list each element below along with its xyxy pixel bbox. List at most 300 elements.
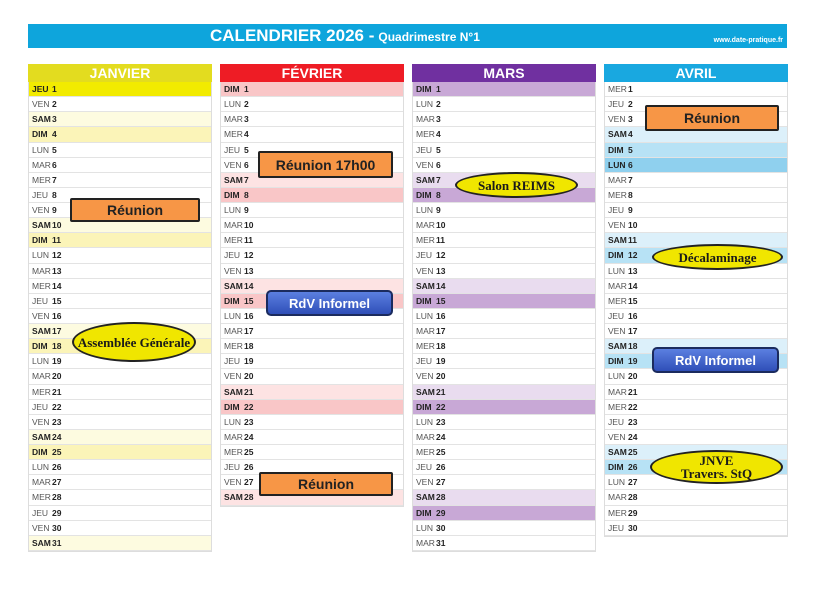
day-row[interactable] [29, 294, 211, 309]
weekday-label: LUN [32, 250, 50, 261]
weekday-label: MER [32, 492, 51, 503]
day-row[interactable] [29, 369, 211, 384]
day-row[interactable] [605, 506, 787, 521]
weekday-label: DIM [32, 341, 48, 352]
day-number: 24 [436, 431, 446, 442]
day-number: 7 [628, 174, 633, 185]
weekday-label: SAM [32, 114, 51, 125]
weekday-label: LUN [32, 462, 50, 473]
weekday-label: MAR [32, 159, 51, 170]
weekday-label: DIM [224, 295, 240, 306]
weekday-label: DIM [32, 235, 48, 246]
weekday-label: SAM [416, 280, 435, 291]
day-row[interactable] [413, 490, 595, 505]
header-banner [28, 24, 787, 48]
day-number: 30 [52, 522, 62, 533]
day-number: 28 [244, 492, 254, 503]
day-row[interactable] [221, 415, 403, 430]
weekday-label: SAM [32, 537, 51, 548]
day-number: 21 [52, 386, 62, 397]
weekday-label: DIM [416, 84, 432, 94]
weekday-label: LUN [416, 416, 434, 427]
event-salon-reims[interactable]: Salon REIMS [455, 172, 578, 198]
month-header: AVRIL [604, 64, 788, 82]
day-row[interactable] [605, 415, 787, 430]
day-number: 5 [244, 144, 249, 155]
day-number: 24 [628, 431, 638, 442]
day-number: 18 [52, 341, 62, 352]
day-number: 18 [628, 341, 638, 352]
event-assemblee-generale[interactable]: Assemblée Générale [72, 322, 196, 362]
day-row[interactable] [29, 521, 211, 536]
weekday-label: MAR [224, 114, 243, 125]
day-number: 8 [436, 189, 441, 200]
day-number: 8 [52, 189, 57, 200]
day-row[interactable] [413, 460, 595, 475]
weekday-label: MAR [416, 220, 435, 231]
day-row[interactable] [29, 400, 211, 415]
weekday-label: SAM [32, 220, 51, 231]
weekday-label: LUN [608, 159, 626, 170]
day-number: 30 [628, 522, 638, 533]
day-row[interactable] [413, 369, 595, 384]
day-row[interactable] [413, 445, 595, 460]
weekday-label: JEU [416, 250, 433, 261]
day-number: 15 [628, 295, 638, 306]
day-number: 11 [244, 235, 253, 246]
weekday-label: VEN [224, 371, 242, 382]
weekday-label: LUN [416, 522, 434, 533]
weekday-label: JEU [32, 189, 49, 200]
day-row[interactable] [605, 430, 787, 445]
month-janvier [28, 64, 212, 552]
day-number: 25 [628, 447, 638, 457]
weekday-label: MER [608, 295, 627, 306]
day-row[interactable] [413, 521, 595, 536]
weekday-label: MER [224, 235, 243, 246]
day-row[interactable] [221, 430, 403, 445]
day-number: 14 [628, 280, 638, 291]
day-row[interactable] [413, 279, 595, 294]
weekday-label: LUN [608, 265, 626, 276]
weekday-label: JEU [608, 522, 625, 533]
weekday-label: MAR [608, 492, 627, 503]
month-fevrier [220, 64, 404, 507]
day-number: 2 [52, 99, 57, 110]
day-number: 3 [244, 114, 249, 125]
month-header: MARS [412, 64, 596, 82]
weekday-label: SAM [608, 129, 627, 140]
weekday-label: DIM [224, 189, 240, 200]
day-number: 13 [436, 265, 446, 276]
day-row[interactable] [413, 324, 595, 339]
day-number: 9 [628, 205, 633, 215]
day-row[interactable] [221, 354, 403, 369]
day-row[interactable] [221, 264, 403, 279]
weekday-label: LUN [416, 310, 434, 321]
day-row[interactable] [413, 354, 595, 369]
day-row[interactable] [29, 97, 211, 112]
day-row[interactable] [29, 430, 211, 445]
day-row[interactable] [29, 264, 211, 279]
day-row[interactable] [413, 203, 595, 218]
day-row[interactable] [605, 158, 787, 173]
day-number: 29 [436, 507, 446, 518]
weekday-label: LUN [224, 310, 242, 321]
day-row[interactable] [29, 82, 211, 97]
weekday-label: VEN [608, 431, 626, 442]
weekday-label: SAM [224, 492, 243, 503]
day-number: 24 [52, 431, 62, 442]
day-number: 3 [628, 114, 633, 125]
day-row[interactable] [221, 97, 403, 112]
day-number: 20 [628, 371, 638, 382]
day-number: 27 [52, 477, 62, 488]
day-row[interactable] [221, 112, 403, 127]
weekday-label: MER [608, 189, 627, 200]
day-number: 28 [52, 492, 62, 503]
day-number: 12 [52, 250, 62, 261]
event-jnve[interactable] [650, 450, 783, 484]
day-number: 15 [436, 295, 446, 306]
day-row[interactable] [413, 506, 595, 521]
weekday-label: LUN [416, 99, 434, 110]
weekday-label: MER [416, 341, 435, 352]
weekday-label: MER [416, 235, 435, 246]
weekday-label: SAM [608, 341, 627, 352]
day-number: 21 [628, 386, 638, 397]
day-row[interactable] [413, 400, 595, 415]
day-number: 13 [628, 265, 638, 276]
day-row[interactable] [605, 400, 787, 415]
day-row[interactable] [221, 385, 403, 400]
day-number: 19 [244, 356, 254, 367]
event-jan-reunion[interactable]: Réunion [70, 198, 200, 222]
day-number: 24 [244, 431, 254, 442]
day-row[interactable] [413, 264, 595, 279]
weekday-label: MER [608, 507, 627, 518]
day-number: 12 [628, 250, 638, 261]
day-number: 6 [436, 159, 441, 170]
weekday-label: DIM [224, 401, 240, 412]
day-row[interactable] [413, 248, 595, 263]
day-number: 5 [52, 144, 57, 155]
day-number: 3 [436, 114, 441, 125]
day-row[interactable] [221, 188, 403, 203]
weekday-label: VEN [608, 220, 626, 231]
day-number: 22 [628, 401, 638, 412]
day-number: 11 [436, 235, 445, 246]
weekday-label: MAR [416, 114, 435, 125]
day-number: 29 [628, 507, 638, 518]
weekday-label: DIM [32, 447, 48, 457]
day-row[interactable] [605, 203, 787, 218]
weekday-label: JEU [224, 462, 241, 473]
day-row[interactable] [605, 82, 787, 97]
day-number: 18 [244, 341, 254, 352]
day-row[interactable] [605, 490, 787, 505]
weekday-label: VEN [416, 477, 434, 488]
day-row[interactable] [605, 294, 787, 309]
day-number: 3 [52, 114, 57, 125]
day-number: 12 [436, 250, 446, 261]
day-number: 14 [244, 280, 254, 291]
day-number: 1 [436, 84, 441, 94]
day-number: 26 [436, 462, 446, 473]
day-number: 11 [52, 235, 61, 246]
day-row[interactable] [221, 203, 403, 218]
weekday-label: LUN [32, 144, 50, 155]
day-number: 21 [244, 386, 254, 397]
day-row[interactable] [413, 536, 595, 551]
day-row[interactable] [413, 309, 595, 324]
day-row[interactable] [29, 112, 211, 127]
event-apr-reunion[interactable]: Réunion [645, 105, 779, 131]
weekday-label: JEU [608, 416, 625, 427]
day-row[interactable] [221, 127, 403, 142]
day-row[interactable] [413, 112, 595, 127]
day-number: 28 [628, 492, 638, 503]
weekday-label: SAM [32, 326, 51, 336]
weekday-label: JEU [416, 462, 433, 473]
weekday-label: VEN [416, 371, 434, 382]
day-number: 25 [52, 447, 62, 457]
day-list [412, 82, 596, 552]
weekday-label: VEN [416, 159, 434, 170]
day-row[interactable] [221, 82, 403, 97]
day-number: 7 [436, 174, 441, 185]
weekday-label: JEU [224, 356, 241, 367]
day-row[interactable] [605, 143, 787, 158]
weekday-label: MER [32, 386, 51, 397]
day-number: 12 [244, 250, 254, 261]
day-number: 22 [52, 401, 62, 412]
weekday-label: SAM [224, 174, 243, 185]
weekday-label: JEU [416, 144, 433, 155]
day-row[interactable] [29, 233, 211, 248]
day-row[interactable] [413, 158, 595, 173]
weekday-label: VEN [32, 416, 50, 427]
day-number: 10 [436, 220, 446, 231]
day-row[interactable] [413, 127, 595, 142]
day-row[interactable] [413, 475, 595, 490]
day-number: 14 [52, 280, 62, 291]
weekday-label: JEU [224, 250, 241, 261]
day-row[interactable] [29, 279, 211, 294]
day-row[interactable] [29, 506, 211, 521]
day-number: 17 [628, 326, 638, 336]
weekday-label: VEN [224, 159, 242, 170]
day-number: 22 [436, 401, 446, 412]
weekday-label: MER [224, 129, 243, 140]
day-number: 27 [244, 477, 254, 488]
day-number: 26 [52, 462, 62, 473]
weekday-label: SAM [32, 431, 51, 442]
day-row[interactable] [29, 536, 211, 551]
day-row[interactable] [221, 445, 403, 460]
weekday-label: DIM [416, 507, 432, 518]
day-row[interactable] [221, 369, 403, 384]
day-number: 20 [244, 371, 254, 382]
weekday-label: JEU [32, 295, 49, 306]
day-number: 17 [52, 326, 62, 336]
event-feb-reunion-17h00[interactable]: Réunion 17h00 [258, 151, 393, 178]
day-row[interactable] [605, 218, 787, 233]
day-row[interactable] [413, 415, 595, 430]
day-row[interactable] [413, 218, 595, 233]
day-number: 16 [52, 310, 62, 321]
day-row[interactable] [29, 475, 211, 490]
weekday-label: LUN [416, 205, 434, 215]
weekday-label: VEN [224, 265, 242, 276]
day-number: 9 [244, 205, 249, 215]
day-row[interactable] [29, 143, 211, 158]
day-number: 4 [436, 129, 441, 140]
day-number: 7 [244, 174, 249, 185]
weekday-label: JEU [608, 205, 625, 215]
subtitle: Quadrimestre N°1 [378, 30, 480, 44]
day-row[interactable] [413, 430, 595, 445]
event-feb-rdv-informel[interactable]: RdV Informel [266, 290, 393, 316]
day-number: 1 [52, 84, 57, 94]
event-apr-rdv-informel[interactable]: RdV Informel [652, 347, 779, 373]
day-number: 26 [244, 462, 254, 473]
day-row[interactable] [221, 218, 403, 233]
day-row[interactable] [29, 460, 211, 475]
day-number: 23 [436, 416, 446, 427]
day-number: 20 [52, 371, 62, 382]
day-row[interactable] [605, 324, 787, 339]
weekday-label: MAR [32, 477, 51, 488]
day-row[interactable] [605, 521, 787, 536]
day-number: 8 [628, 189, 633, 200]
day-number: 15 [52, 295, 62, 306]
day-row[interactable] [413, 97, 595, 112]
day-row[interactable] [605, 309, 787, 324]
day-row[interactable] [413, 82, 595, 97]
day-row[interactable] [413, 233, 595, 248]
weekday-label: MAR [224, 326, 243, 336]
weekday-label: JEU [224, 144, 241, 155]
weekday-label: VEN [32, 522, 50, 533]
day-number: 2 [244, 99, 249, 110]
day-row[interactable] [29, 445, 211, 460]
page-title [210, 26, 480, 46]
day-row[interactable] [29, 248, 211, 263]
day-row[interactable] [221, 400, 403, 415]
day-row[interactable] [413, 294, 595, 309]
day-row[interactable] [221, 339, 403, 354]
day-row[interactable] [605, 279, 787, 294]
weekday-label: JEU [32, 507, 49, 518]
weekday-label: MAR [416, 326, 435, 336]
day-number: 2 [628, 99, 633, 110]
weekday-label: VEN [224, 477, 242, 488]
weekday-label: MAR [32, 371, 51, 382]
day-number: 10 [52, 220, 62, 231]
day-row[interactable] [29, 385, 211, 400]
weekday-label: JEU [608, 310, 625, 321]
day-number: 30 [436, 522, 446, 533]
day-number: 25 [244, 447, 254, 457]
day-number: 2 [436, 99, 441, 110]
event-decalaminage[interactable]: Décalaminage [652, 244, 783, 270]
weekday-label: MAR [608, 174, 627, 185]
day-number: 22 [244, 401, 254, 412]
weekday-label: MAR [224, 431, 243, 442]
weekday-label: VEN [32, 310, 50, 321]
day-row[interactable] [605, 173, 787, 188]
day-row[interactable] [413, 385, 595, 400]
day-number: 28 [436, 492, 446, 503]
day-number: 4 [628, 129, 633, 140]
day-number: 14 [436, 280, 446, 291]
weekday-label: LUN [224, 416, 242, 427]
weekday-label: MER [416, 129, 435, 140]
day-number: 19 [436, 356, 446, 367]
day-row[interactable] [221, 324, 403, 339]
day-number: 1 [628, 84, 633, 94]
jnve-line2: Travers. StQ [680, 466, 753, 481]
weekday-label: DIM [416, 189, 432, 200]
day-number: 18 [436, 341, 446, 352]
day-number: 4 [244, 129, 249, 140]
weekday-label: MAR [608, 280, 627, 291]
day-number: 6 [628, 159, 633, 170]
weekday-label: DIM [32, 129, 48, 140]
weekday-label: SAM [416, 174, 435, 185]
day-row[interactable] [29, 173, 211, 188]
day-row[interactable] [29, 490, 211, 505]
weekday-label: LUN [608, 477, 626, 488]
day-row[interactable] [29, 158, 211, 173]
weekday-label: MER [32, 174, 51, 185]
weekday-label: VEN [32, 205, 50, 215]
month-mars [412, 64, 596, 552]
day-number: 23 [244, 416, 254, 427]
site-url: www.date-pratique.fr [713, 37, 783, 44]
month-header: JANVIER [28, 64, 212, 82]
weekday-label: SAM [416, 492, 435, 503]
day-number: 13 [244, 265, 254, 276]
event-feb-reunion[interactable]: Réunion [259, 472, 393, 496]
day-number: 4 [52, 129, 57, 140]
weekday-label: JEU [32, 401, 49, 412]
day-row[interactable] [221, 233, 403, 248]
weekday-label: MER [416, 447, 435, 457]
weekday-label: MAR [32, 265, 51, 276]
weekday-label: VEN [416, 265, 434, 276]
weekday-label: DIM [608, 250, 624, 261]
weekday-label: SAM [608, 235, 627, 246]
day-row[interactable] [29, 415, 211, 430]
day-row[interactable] [29, 127, 211, 142]
weekday-label: LUN [224, 99, 242, 110]
day-number: 17 [436, 326, 446, 336]
day-number: 13 [52, 265, 62, 276]
day-row[interactable] [413, 143, 595, 158]
day-row[interactable] [413, 339, 595, 354]
day-number: 10 [628, 220, 638, 231]
day-number: 9 [52, 205, 57, 215]
weekday-label: DIM [608, 356, 624, 367]
day-number: 16 [244, 310, 254, 321]
day-row[interactable] [221, 248, 403, 263]
day-number: 5 [436, 144, 441, 155]
weekday-label: MER [224, 447, 243, 457]
day-row[interactable] [605, 385, 787, 400]
day-row[interactable] [605, 188, 787, 203]
